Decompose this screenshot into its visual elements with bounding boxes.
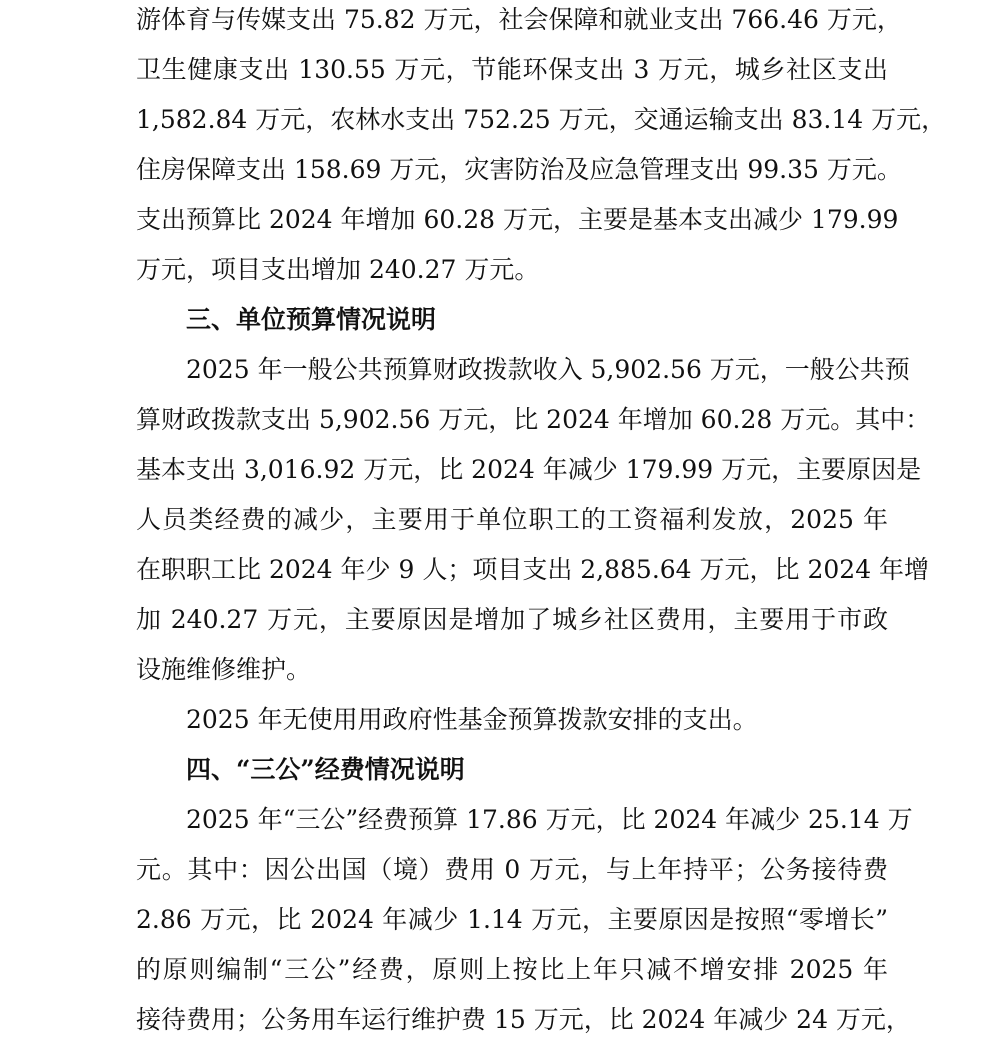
paragraph-line-8: 2025 年无使用用政府性基金预算拨款安排的支出。 bbox=[186, 705, 758, 734]
paragraph-line-4: 人员类经费的减少，主要用于单位职工的工资福利发放，2025 年 bbox=[136, 505, 888, 534]
paragraph-line-3: 基本支出 3,016.92 万元，比 2024 年减少 179.99 万元，主要原因是 bbox=[136, 455, 922, 484]
paragraph-line-6: 加 240.27 万元，主要原因是增加了城乡社区费用，主要用于市政 bbox=[136, 605, 888, 634]
paragraph-line-12: 的原则编制“三公”经费，原则上按比上年只减不增安排 2025 年 bbox=[136, 955, 888, 984]
text-line-1: 游体育与传媒支出 75.82 万元，社会保障和就业支出 766.46 万元， bbox=[136, 5, 902, 34]
text-line-6: 万元，项目支出增加 240.27 万元。 bbox=[136, 255, 540, 284]
paragraph-line-13: 接待费用；公务用车运行维护费 15 万元，比 2024 年减少 24 万元， bbox=[136, 1005, 911, 1034]
paragraph-line-1: 2025 年一般公共预算财政拨款收入 5,902.56 万元，一般公共预 bbox=[186, 355, 910, 384]
paragraph-line-7: 设施维修维护。 bbox=[136, 655, 312, 684]
paragraph-line-11: 2.86 万元，比 2024 年减少 1.14 万元，主要原因是按照“零增长” bbox=[136, 905, 888, 934]
section-heading-3: 三、单位预算情况说明 bbox=[186, 305, 437, 334]
text-line-5: 支出预算比 2024 年增加 60.28 万元，主要是基本支出减少 179.99 bbox=[136, 205, 899, 234]
text-line-3: 1,582.84 万元，农林水支出 752.25 万元，交通运输支出 83.14 万元， bbox=[136, 105, 947, 134]
paragraph-line-10: 元。其中：因公出国（境）费用 0 万元，与上年持平；公务接待费 bbox=[136, 855, 888, 884]
section-heading-4: 四、“三公”经费情况说明 bbox=[186, 755, 465, 784]
text-line-4: 住房保障支出 158.69 万元，灾害防治及应急管理支出 99.35 万元。 bbox=[136, 155, 902, 184]
text-line-2: 卫生健康支出 130.55 万元，节能环保支出 3 万元，城乡社区支出 bbox=[136, 55, 888, 84]
paragraph-line-2: 算财政拨款支出 5,902.56 万元，比 2024 年增加 60.28 万元。其中： bbox=[136, 405, 931, 434]
paragraph-line-5: 在职职工比 2024 年少 9 人；项目支出 2,885.64 万元，比 2024 年增 bbox=[136, 555, 930, 584]
paragraph-line-9: 2025 年“三公”经费预算 17.86 万元，比 2024 年减少 25.14 万 bbox=[186, 805, 913, 834]
